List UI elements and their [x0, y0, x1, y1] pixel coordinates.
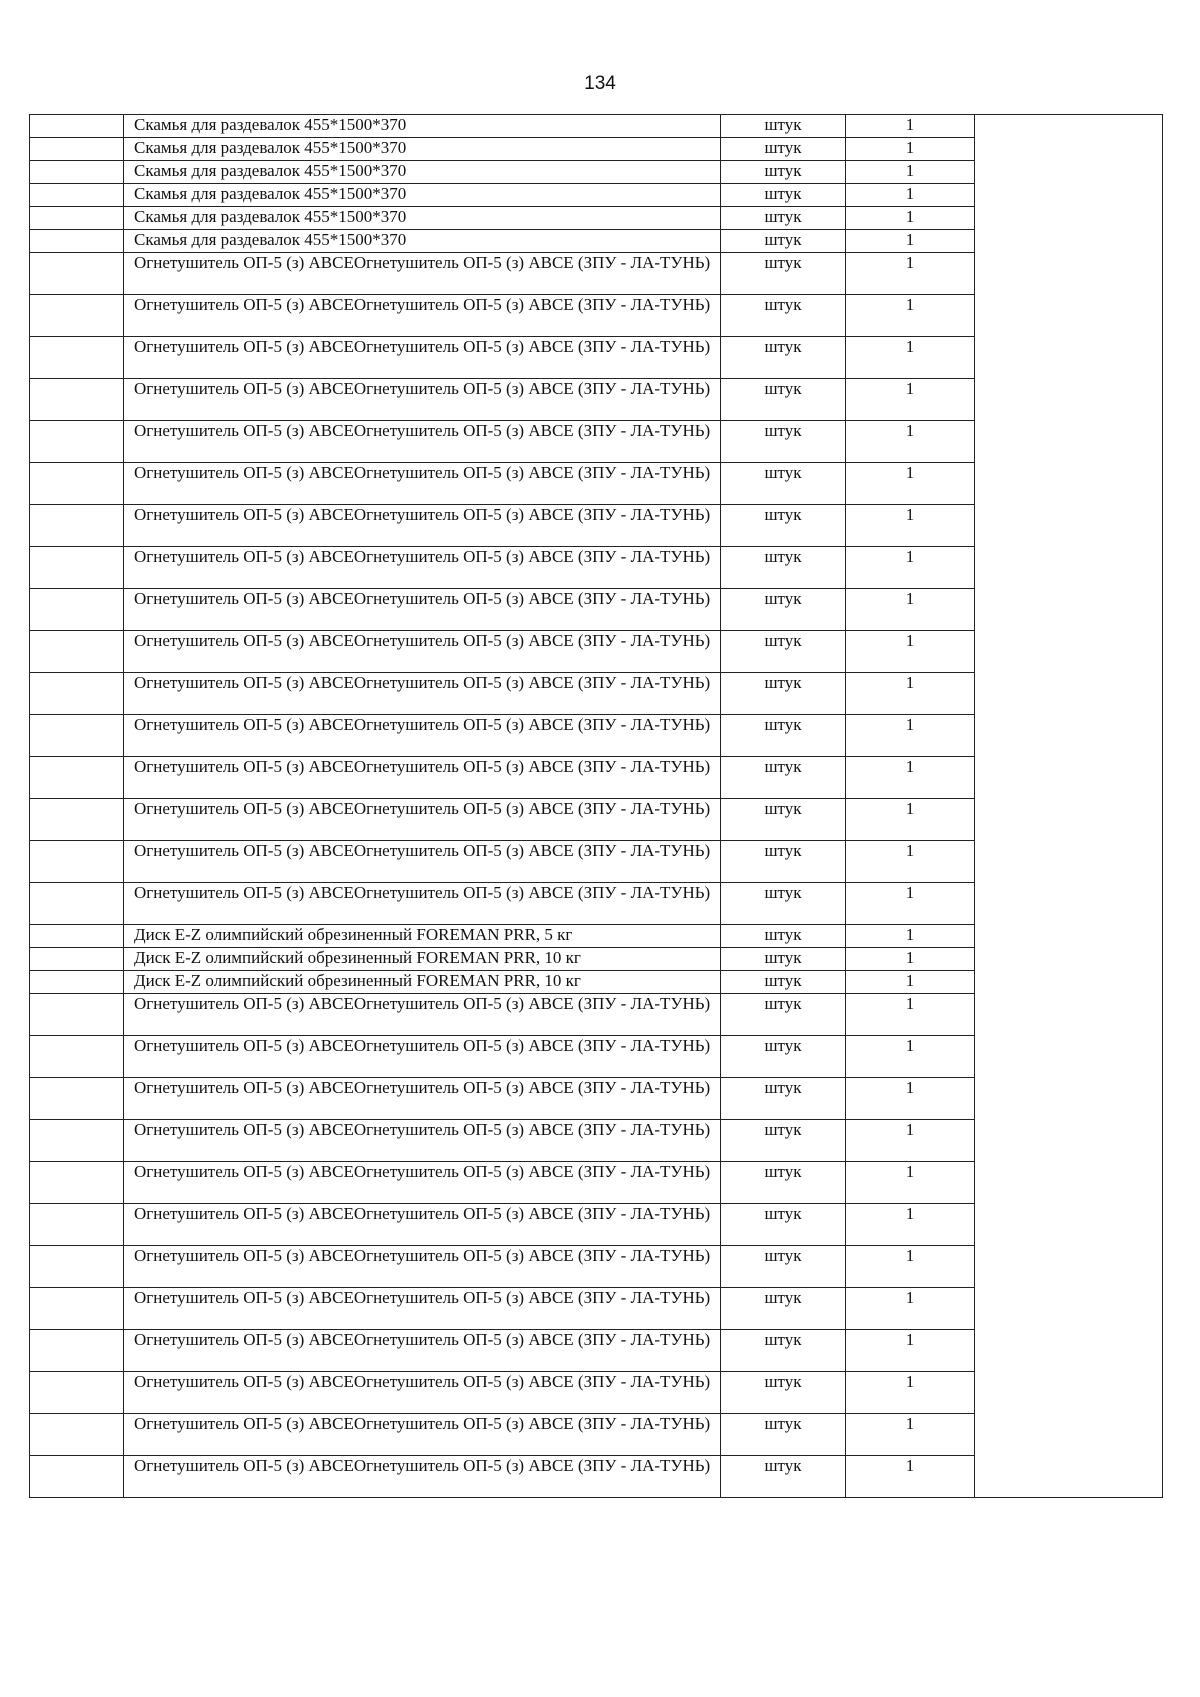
- item-unit: штук: [764, 1456, 802, 1475]
- item-quantity-cell: [846, 184, 975, 207]
- item-unit-cell: [721, 295, 846, 337]
- row-number-cell: [30, 994, 124, 1036]
- item-quantity: 1: [905, 799, 915, 818]
- item-unit: штук: [764, 673, 802, 692]
- item-name-cell: [124, 715, 721, 757]
- row-number-cell: [30, 948, 124, 971]
- item-unit-cell: [721, 463, 846, 505]
- item-name-cell: [124, 589, 721, 631]
- item-quantity-cell: [846, 207, 975, 230]
- item-unit-cell: [721, 1372, 846, 1414]
- row-number-cell: [30, 1204, 124, 1246]
- item-name: Скамья для раздевалок 455*1500*370: [134, 207, 407, 226]
- item-quantity: 1: [905, 841, 915, 860]
- item-unit-cell: [721, 253, 846, 295]
- item-unit: штук: [764, 757, 802, 776]
- item-name: Огнетушитель ОП-5 (з) АВСЕОгнетушитель ОП-5 (з) АВСЕ (ЗПУ - ЛА-ТУНЬ): [134, 421, 711, 440]
- item-quantity: 1: [905, 883, 915, 902]
- items-table-body: [30, 115, 1163, 1498]
- item-unit-cell: [721, 1456, 846, 1498]
- item-unit-cell: [721, 1120, 846, 1162]
- row-number-cell: [30, 207, 124, 230]
- item-unit: штук: [764, 841, 802, 860]
- item-unit: штук: [764, 1078, 802, 1097]
- item-unit: штук: [764, 1246, 802, 1265]
- item-quantity-cell: [846, 1288, 975, 1330]
- item-name-cell: [124, 207, 721, 230]
- item-quantity-cell: [846, 715, 975, 757]
- item-name: Скамья для раздевалок 455*1500*370: [134, 138, 407, 157]
- item-name: Огнетушитель ОП-5 (з) АВСЕОгнетушитель ОП-5 (з) АВСЕ (ЗПУ - ЛА-ТУНЬ): [134, 883, 711, 902]
- item-name: Огнетушитель ОП-5 (з) АВСЕОгнетушитель ОП-5 (з) АВСЕ (ЗПУ - ЛА-ТУНЬ): [134, 841, 711, 860]
- row-number-cell: [30, 631, 124, 673]
- item-unit-cell: [721, 1036, 846, 1078]
- item-name: Огнетушитель ОП-5 (з) АВСЕОгнетушитель ОП-5 (з) АВСЕ (ЗПУ - ЛА-ТУНЬ): [134, 1162, 711, 1181]
- item-quantity-cell: [846, 1330, 975, 1372]
- item-name-cell: [124, 1414, 721, 1456]
- item-name-cell: [124, 841, 721, 883]
- item-name-cell: [124, 505, 721, 547]
- item-quantity-cell: [846, 230, 975, 253]
- item-quantity-cell: [846, 971, 975, 994]
- item-name: Диск E-Z олимпийский обрезиненный FOREMAN PRR, 10 кг: [134, 948, 581, 967]
- item-name-cell: [124, 1330, 721, 1372]
- item-quantity-cell: [846, 547, 975, 589]
- item-quantity: 1: [905, 463, 915, 482]
- row-number-cell: [30, 883, 124, 925]
- item-quantity: 1: [905, 505, 915, 524]
- item-unit: штук: [764, 138, 802, 157]
- item-name: Огнетушитель ОП-5 (з) АВСЕОгнетушитель ОП-5 (з) АВСЕ (ЗПУ - ЛА-ТУНЬ): [134, 1330, 711, 1349]
- item-quantity-cell: [846, 1204, 975, 1246]
- item-quantity-cell: [846, 1036, 975, 1078]
- item-unit: штук: [764, 948, 802, 967]
- item-quantity: 1: [905, 1456, 915, 1475]
- row-number-cell: [30, 1036, 124, 1078]
- item-name: Огнетушитель ОП-5 (з) АВСЕОгнетушитель ОП-5 (з) АВСЕ (ЗПУ - ЛА-ТУНЬ): [134, 1246, 711, 1265]
- item-quantity: 1: [905, 184, 915, 203]
- row-number-cell: [30, 184, 124, 207]
- item-unit-cell: [721, 184, 846, 207]
- item-unit: штук: [764, 631, 802, 650]
- item-name: Огнетушитель ОП-5 (з) АВСЕОгнетушитель ОП-5 (з) АВСЕ (ЗПУ - ЛА-ТУНЬ): [134, 1372, 711, 1391]
- item-quantity: 1: [905, 1288, 915, 1307]
- item-name-cell: [124, 948, 721, 971]
- item-name-cell: [124, 799, 721, 841]
- row-number-cell: [30, 337, 124, 379]
- item-name-cell: [124, 115, 721, 138]
- items-table: [29, 114, 1163, 1498]
- item-name-cell: [124, 673, 721, 715]
- item-name-cell: [124, 1162, 721, 1204]
- item-quantity-cell: [846, 161, 975, 184]
- item-quantity: 1: [905, 715, 915, 734]
- item-quantity-cell: [846, 421, 975, 463]
- item-unit-cell: [721, 757, 846, 799]
- item-quantity-cell: [846, 883, 975, 925]
- item-name-cell: [124, 379, 721, 421]
- item-name-cell: [124, 337, 721, 379]
- item-unit: штук: [764, 715, 802, 734]
- item-quantity: 1: [905, 547, 915, 566]
- row-number-cell: [30, 1330, 124, 1372]
- item-quantity-cell: [846, 295, 975, 337]
- item-quantity-cell: [846, 948, 975, 971]
- item-quantity-cell: [846, 1120, 975, 1162]
- row-number-cell: [30, 589, 124, 631]
- item-quantity: 1: [905, 207, 915, 226]
- item-unit: штук: [764, 115, 802, 134]
- item-name: Огнетушитель ОП-5 (з) АВСЕОгнетушитель ОП-5 (з) АВСЕ (ЗПУ - ЛА-ТУНЬ): [134, 547, 711, 566]
- row-number-cell: [30, 673, 124, 715]
- item-name: Огнетушитель ОП-5 (з) АВСЕОгнетушитель ОП-5 (з) АВСЕ (ЗПУ - ЛА-ТУНЬ): [134, 337, 711, 356]
- row-number-cell: [30, 799, 124, 841]
- item-unit-cell: [721, 589, 846, 631]
- item-name-cell: [124, 138, 721, 161]
- item-unit-cell: [721, 799, 846, 841]
- item-quantity-cell: [846, 1456, 975, 1498]
- item-quantity-cell: [846, 1162, 975, 1204]
- item-quantity: 1: [905, 337, 915, 356]
- item-quantity: 1: [905, 1414, 915, 1433]
- item-unit-cell: [721, 841, 846, 883]
- item-name: Огнетушитель ОП-5 (з) АВСЕОгнетушитель ОП-5 (з) АВСЕ (ЗПУ - ЛА-ТУНЬ): [134, 295, 711, 314]
- item-quantity: 1: [905, 1204, 915, 1223]
- row-number-cell: [30, 971, 124, 994]
- item-name: Огнетушитель ОП-5 (з) АВСЕОгнетушитель ОП-5 (з) АВСЕ (ЗПУ - ЛА-ТУНЬ): [134, 1036, 711, 1055]
- row-number-cell: [30, 925, 124, 948]
- item-quantity: 1: [905, 230, 915, 249]
- item-name: Огнетушитель ОП-5 (з) АВСЕОгнетушитель ОП-5 (з) АВСЕ (ЗПУ - ЛА-ТУНЬ): [134, 631, 711, 650]
- item-name: Огнетушитель ОП-5 (з) АВСЕОгнетушитель ОП-5 (з) АВСЕ (ЗПУ - ЛА-ТУНЬ): [134, 1288, 711, 1307]
- item-name: Огнетушитель ОП-5 (з) АВСЕОгнетушитель ОП-5 (з) АВСЕ (ЗПУ - ЛА-ТУНЬ): [134, 1414, 711, 1433]
- item-name-cell: [124, 925, 721, 948]
- item-unit: штук: [764, 547, 802, 566]
- row-number-cell: [30, 1078, 124, 1120]
- item-unit-cell: [721, 971, 846, 994]
- item-unit: штук: [764, 1288, 802, 1307]
- item-name-cell: [124, 184, 721, 207]
- item-unit-cell: [721, 1246, 846, 1288]
- item-unit-cell: [721, 547, 846, 589]
- item-unit: штук: [764, 1372, 802, 1391]
- item-name: Огнетушитель ОП-5 (з) АВСЕОгнетушитель ОП-5 (з) АВСЕ (ЗПУ - ЛА-ТУНЬ): [134, 1078, 711, 1097]
- item-unit: штук: [764, 1162, 802, 1181]
- item-unit: штук: [764, 925, 802, 944]
- item-unit-cell: [721, 1330, 846, 1372]
- item-unit: штук: [764, 207, 802, 226]
- item-name: Диск E-Z олимпийский обрезиненный FOREMAN PRR, 5 кг: [134, 925, 573, 944]
- item-quantity-cell: [846, 994, 975, 1036]
- item-quantity: 1: [905, 1246, 915, 1265]
- item-quantity: 1: [905, 994, 915, 1013]
- item-quantity-cell: [846, 673, 975, 715]
- row-number-cell: [30, 295, 124, 337]
- item-quantity: 1: [905, 948, 915, 967]
- item-unit: штук: [764, 230, 802, 249]
- item-name-cell: [124, 1078, 721, 1120]
- item-quantity: 1: [905, 138, 915, 157]
- item-unit-cell: [721, 230, 846, 253]
- item-unit: штук: [764, 161, 802, 180]
- item-unit-cell: [721, 207, 846, 230]
- item-name-cell: [124, 971, 721, 994]
- row-number-cell: [30, 1120, 124, 1162]
- item-quantity-cell: [846, 1372, 975, 1414]
- item-name-cell: [124, 253, 721, 295]
- item-name-cell: [124, 1246, 721, 1288]
- item-unit: штук: [764, 1204, 802, 1223]
- item-quantity: 1: [905, 757, 915, 776]
- item-name: Диск E-Z олимпийский обрезиненный FOREMAN PRR, 10 кг: [134, 971, 581, 990]
- page-number: 134: [584, 73, 616, 94]
- notes-cell: [975, 115, 1163, 1498]
- item-quantity-cell: [846, 631, 975, 673]
- item-quantity-cell: [846, 589, 975, 631]
- item-name: Огнетушитель ОП-5 (з) АВСЕОгнетушитель ОП-5 (з) АВСЕ (ЗПУ - ЛА-ТУНЬ): [134, 463, 711, 482]
- item-name: Огнетушитель ОП-5 (з) АВСЕОгнетушитель ОП-5 (з) АВСЕ (ЗПУ - ЛА-ТУНЬ): [134, 799, 711, 818]
- item-quantity: 1: [905, 1120, 915, 1139]
- item-name-cell: [124, 547, 721, 589]
- item-unit-cell: [721, 379, 846, 421]
- item-name: Огнетушитель ОП-5 (з) АВСЕОгнетушитель ОП-5 (з) АВСЕ (ЗПУ - ЛА-ТУНЬ): [134, 505, 711, 524]
- item-unit-cell: [721, 925, 846, 948]
- item-unit-cell: [721, 994, 846, 1036]
- item-unit: штук: [764, 337, 802, 356]
- item-name-cell: [124, 295, 721, 337]
- item-quantity: 1: [905, 1036, 915, 1055]
- item-unit: штук: [764, 589, 802, 608]
- item-name-cell: [124, 1456, 721, 1498]
- item-name-cell: [124, 463, 721, 505]
- item-unit-cell: [721, 138, 846, 161]
- item-name-cell: [124, 883, 721, 925]
- row-number-cell: [30, 505, 124, 547]
- item-unit-cell: [721, 421, 846, 463]
- item-quantity-cell: [846, 337, 975, 379]
- item-unit-cell: [721, 631, 846, 673]
- row-number-cell: [30, 1456, 124, 1498]
- row-number-cell: [30, 841, 124, 883]
- item-quantity-cell: [846, 1414, 975, 1456]
- item-unit-cell: [721, 1288, 846, 1330]
- row-number-cell: [30, 1246, 124, 1288]
- item-name: Огнетушитель ОП-5 (з) АВСЕОгнетушитель ОП-5 (з) АВСЕ (ЗПУ - ЛА-ТУНЬ): [134, 379, 711, 398]
- item-name-cell: [124, 421, 721, 463]
- item-name-cell: [124, 230, 721, 253]
- item-name: Огнетушитель ОП-5 (з) АВСЕОгнетушитель ОП-5 (з) АВСЕ (ЗПУ - ЛА-ТУНЬ): [134, 1120, 711, 1139]
- item-quantity: 1: [905, 253, 915, 272]
- row-number-cell: [30, 115, 124, 138]
- item-quantity: 1: [905, 1372, 915, 1391]
- item-quantity-cell: [846, 925, 975, 948]
- item-quantity: 1: [905, 631, 915, 650]
- item-quantity-cell: [846, 799, 975, 841]
- item-unit: штук: [764, 994, 802, 1013]
- row-number-cell: [30, 1414, 124, 1456]
- item-quantity: 1: [905, 925, 915, 944]
- item-name-cell: [124, 161, 721, 184]
- item-unit: штук: [764, 799, 802, 818]
- row-number-cell: [30, 230, 124, 253]
- item-name-cell: [124, 994, 721, 1036]
- item-name: Скамья для раздевалок 455*1500*370: [134, 230, 407, 249]
- item-name-cell: [124, 631, 721, 673]
- item-unit: штук: [764, 295, 802, 314]
- item-quantity: 1: [905, 1162, 915, 1181]
- item-quantity-cell: [846, 253, 975, 295]
- item-quantity-cell: [846, 1078, 975, 1120]
- item-unit: штук: [764, 184, 802, 203]
- item-quantity: 1: [905, 161, 915, 180]
- item-name: Огнетушитель ОП-5 (з) АВСЕОгнетушитель ОП-5 (з) АВСЕ (ЗПУ - ЛА-ТУНЬ): [134, 673, 711, 692]
- item-name: Огнетушитель ОП-5 (з) АВСЕОгнетушитель ОП-5 (з) АВСЕ (ЗПУ - ЛА-ТУНЬ): [134, 253, 711, 272]
- item-quantity-cell: [846, 757, 975, 799]
- item-name: Огнетушитель ОП-5 (з) АВСЕОгнетушитель ОП-5 (з) АВСЕ (ЗПУ - ЛА-ТУНЬ): [134, 589, 711, 608]
- item-quantity: 1: [905, 421, 915, 440]
- item-unit-cell: [721, 337, 846, 379]
- item-unit-cell: [721, 1078, 846, 1120]
- item-unit-cell: [721, 1162, 846, 1204]
- item-quantity: 1: [905, 589, 915, 608]
- table-row: [30, 115, 1163, 138]
- item-unit: штук: [764, 253, 802, 272]
- row-number-cell: [30, 1288, 124, 1330]
- item-name-cell: [124, 1120, 721, 1162]
- item-unit: штук: [764, 463, 802, 482]
- item-quantity-cell: [846, 115, 975, 138]
- item-name: Огнетушитель ОП-5 (з) АВСЕОгнетушитель ОП-5 (з) АВСЕ (ЗПУ - ЛА-ТУНЬ): [134, 757, 711, 776]
- row-number-cell: [30, 1162, 124, 1204]
- item-unit-cell: [721, 948, 846, 971]
- item-quantity-cell: [846, 138, 975, 161]
- item-unit: штук: [764, 1330, 802, 1349]
- row-number-cell: [30, 757, 124, 799]
- item-quantity-cell: [846, 841, 975, 883]
- item-quantity: 1: [905, 115, 915, 134]
- item-quantity: 1: [905, 1078, 915, 1097]
- item-unit-cell: [721, 673, 846, 715]
- item-unit-cell: [721, 505, 846, 547]
- row-number-cell: [30, 161, 124, 184]
- item-name-cell: [124, 757, 721, 799]
- item-name-cell: [124, 1204, 721, 1246]
- item-unit: штук: [764, 883, 802, 902]
- item-quantity-cell: [846, 505, 975, 547]
- item-quantity: 1: [905, 379, 915, 398]
- item-name: Огнетушитель ОП-5 (з) АВСЕОгнетушитель ОП-5 (з) АВСЕ (ЗПУ - ЛА-ТУНЬ): [134, 715, 711, 734]
- item-quantity: 1: [905, 673, 915, 692]
- item-unit-cell: [721, 115, 846, 138]
- item-unit-cell: [721, 1204, 846, 1246]
- row-number-cell: [30, 1372, 124, 1414]
- item-quantity-cell: [846, 463, 975, 505]
- item-quantity: 1: [905, 295, 915, 314]
- item-name: Скамья для раздевалок 455*1500*370: [134, 161, 407, 180]
- item-name-cell: [124, 1288, 721, 1330]
- item-unit-cell: [721, 883, 846, 925]
- item-unit: штук: [764, 379, 802, 398]
- item-quantity-cell: [846, 379, 975, 421]
- item-name: Огнетушитель ОП-5 (з) АВСЕОгнетушитель ОП-5 (з) АВСЕ (ЗПУ - ЛА-ТУНЬ): [134, 994, 711, 1013]
- item-unit-cell: [721, 1414, 846, 1456]
- item-name-cell: [124, 1372, 721, 1414]
- item-unit: штук: [764, 1414, 802, 1433]
- item-name-cell: [124, 1036, 721, 1078]
- item-quantity-cell: [846, 1246, 975, 1288]
- item-unit-cell: [721, 715, 846, 757]
- item-name: Огнетушитель ОП-5 (з) АВСЕОгнетушитель ОП-5 (з) АВСЕ (ЗПУ - ЛА-ТУНЬ): [134, 1456, 711, 1475]
- item-quantity: 1: [905, 971, 915, 990]
- row-number-cell: [30, 715, 124, 757]
- row-number-cell: [30, 379, 124, 421]
- item-unit: штук: [764, 971, 802, 990]
- item-quantity: 1: [905, 1330, 915, 1349]
- item-name: Скамья для раздевалок 455*1500*370: [134, 115, 407, 134]
- row-number-cell: [30, 138, 124, 161]
- item-unit: штук: [764, 1036, 802, 1055]
- item-name: Скамья для раздевалок 455*1500*370: [134, 184, 407, 203]
- item-unit-cell: [721, 161, 846, 184]
- row-number-cell: [30, 421, 124, 463]
- row-number-cell: [30, 253, 124, 295]
- item-unit: штук: [764, 1120, 802, 1139]
- row-number-cell: [30, 547, 124, 589]
- item-unit: штук: [764, 505, 802, 524]
- item-name: Огнетушитель ОП-5 (з) АВСЕОгнетушитель ОП-5 (з) АВСЕ (ЗПУ - ЛА-ТУНЬ): [134, 1204, 711, 1223]
- item-unit: штук: [764, 421, 802, 440]
- row-number-cell: [30, 463, 124, 505]
